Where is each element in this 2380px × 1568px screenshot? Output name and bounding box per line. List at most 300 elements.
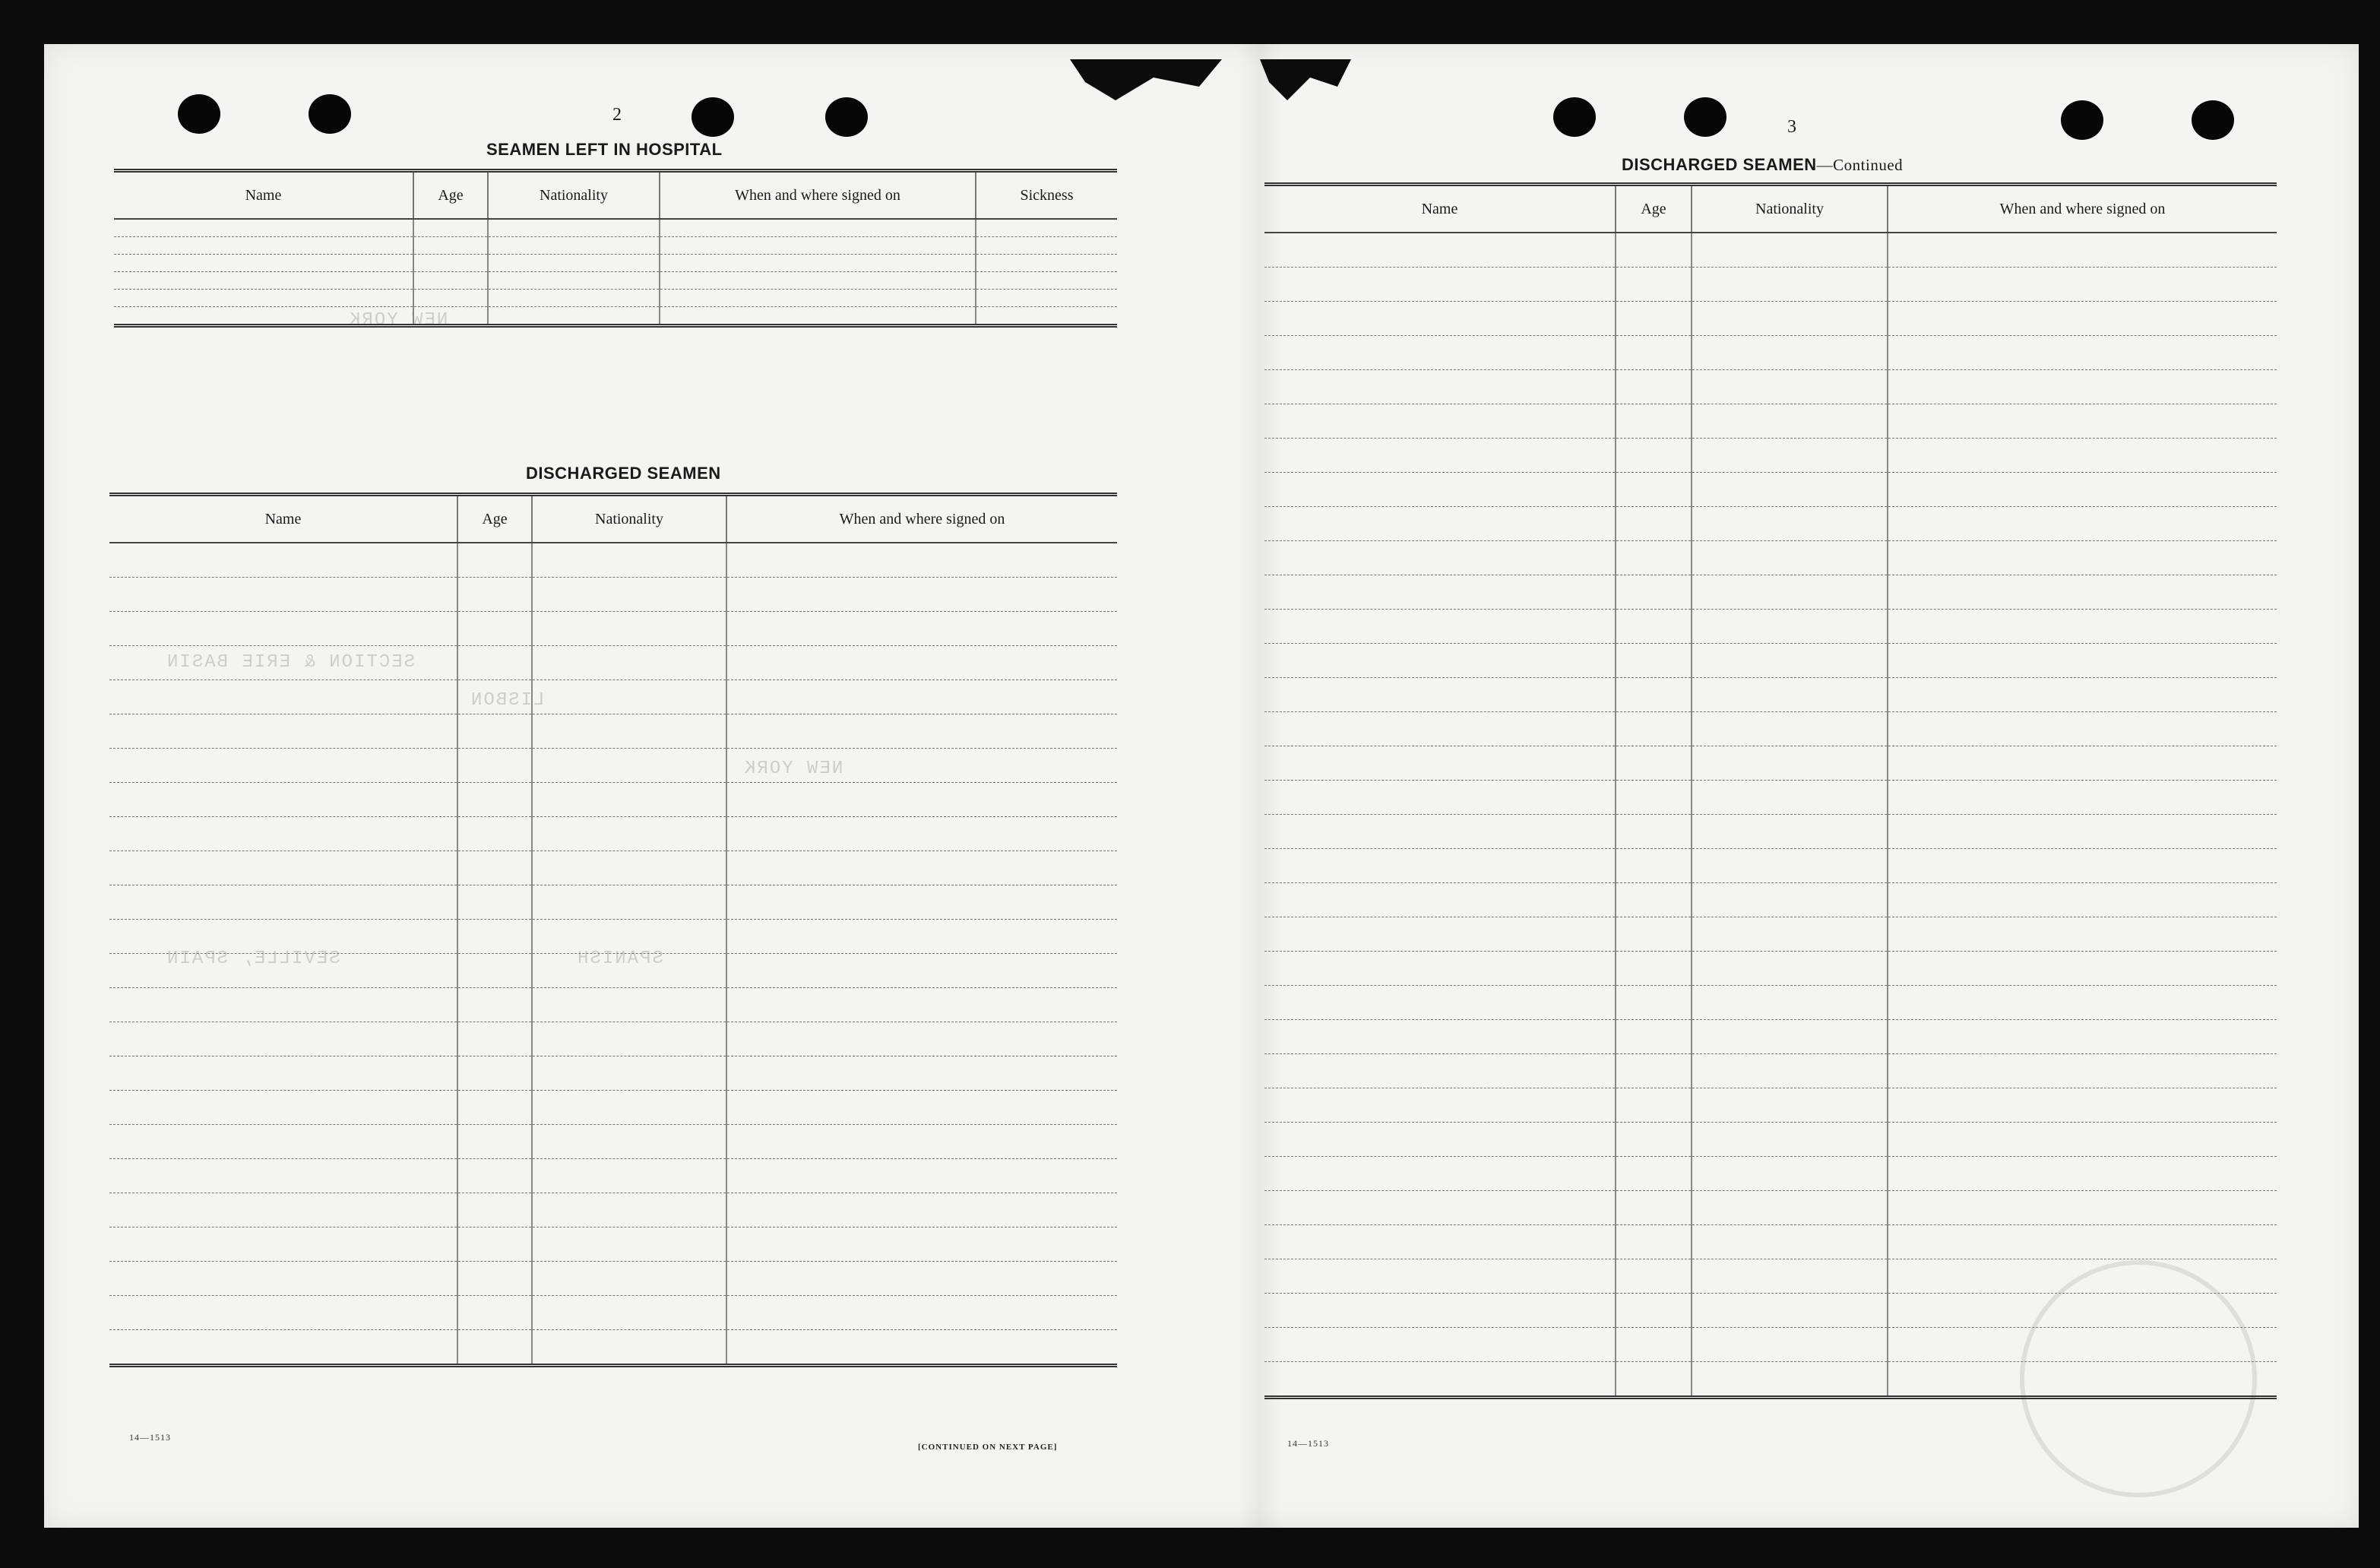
table-cell xyxy=(457,1262,532,1296)
table-cell xyxy=(726,954,1117,988)
table-cell xyxy=(1616,439,1692,473)
table-row xyxy=(109,954,1117,988)
col-header-age: Age xyxy=(1616,185,1692,233)
table-cell xyxy=(109,920,457,954)
table-cell xyxy=(1264,575,1616,610)
table-cell xyxy=(1264,370,1616,404)
table-cell xyxy=(488,255,660,272)
table-cell xyxy=(114,219,413,237)
table-row xyxy=(1264,1259,2277,1294)
table-cell xyxy=(457,954,532,988)
table-cell xyxy=(109,851,457,885)
table-cell xyxy=(1888,370,2277,404)
table-cell xyxy=(532,885,726,920)
table-row xyxy=(109,851,1117,885)
table-cell xyxy=(457,1091,532,1125)
paper-tear xyxy=(1070,59,1222,105)
table-cell xyxy=(726,1262,1117,1296)
table-row xyxy=(1264,746,2277,781)
table-row xyxy=(1264,644,2277,678)
table-cell xyxy=(109,646,457,680)
table-cell xyxy=(1692,1157,1888,1191)
table-cell xyxy=(1616,1123,1692,1157)
table-cell xyxy=(1888,1088,2277,1123)
table-cell xyxy=(726,817,1117,851)
page-number-left: 2 xyxy=(612,105,622,125)
table-cell xyxy=(532,1056,726,1091)
table-cell xyxy=(1616,1157,1692,1191)
table-cell xyxy=(726,578,1117,612)
table-row xyxy=(109,1330,1117,1366)
table-cell xyxy=(1888,883,2277,917)
table-cell xyxy=(109,988,457,1022)
table-cell xyxy=(457,1193,532,1227)
punch-hole xyxy=(178,94,220,134)
table-cell xyxy=(1616,917,1692,952)
table-cell xyxy=(1616,1088,1692,1123)
table-row xyxy=(1264,1054,2277,1088)
table-row xyxy=(1264,1157,2277,1191)
table-row xyxy=(109,1193,1117,1227)
table-cell xyxy=(413,307,488,326)
punch-hole xyxy=(825,97,868,137)
table-cell xyxy=(1692,952,1888,986)
discharged-continued-table xyxy=(1264,182,2277,1399)
table-cell xyxy=(726,988,1117,1022)
table-cell xyxy=(1692,678,1888,712)
table-cell xyxy=(726,1091,1117,1125)
table-cell xyxy=(114,255,413,272)
table-cell xyxy=(1692,849,1888,883)
table-cell xyxy=(413,290,488,307)
table-row xyxy=(109,578,1117,612)
col-header-age: Age xyxy=(457,495,532,543)
table-cell xyxy=(109,612,457,646)
table-cell xyxy=(976,290,1117,307)
table-row xyxy=(1264,1294,2277,1328)
table-cell xyxy=(1264,781,1616,815)
table-row xyxy=(1264,268,2277,302)
table-cell xyxy=(1692,336,1888,370)
table-row xyxy=(109,817,1117,851)
table-row xyxy=(109,783,1117,817)
table-cell xyxy=(1888,336,2277,370)
table-cell xyxy=(1264,883,1616,917)
table-row xyxy=(109,1091,1117,1125)
col-header-signed-on: When and where signed on xyxy=(1888,185,2277,233)
table-cell xyxy=(1616,678,1692,712)
col-header-name: Name xyxy=(114,171,413,220)
table-cell xyxy=(1616,781,1692,815)
table-cell xyxy=(1692,917,1888,952)
table-cell xyxy=(457,1022,532,1056)
col-header-name: Name xyxy=(109,495,457,543)
form-number-right: 14—1513 xyxy=(1287,1438,1329,1449)
table-cell xyxy=(1888,1054,2277,1088)
table-cell xyxy=(114,290,413,307)
table-row xyxy=(1264,952,2277,986)
table-cell xyxy=(532,543,726,578)
table-cell xyxy=(1692,1020,1888,1054)
table-cell xyxy=(1888,986,2277,1020)
table-cell xyxy=(1264,1294,1616,1328)
table-cell xyxy=(532,1262,726,1296)
table-row xyxy=(114,237,1117,255)
table-cell xyxy=(1616,952,1692,986)
table-row xyxy=(1264,883,2277,917)
table-cell xyxy=(532,749,726,783)
table-cell xyxy=(532,612,726,646)
table-cell xyxy=(660,290,976,307)
table-row xyxy=(1264,610,2277,644)
table-cell xyxy=(1888,849,2277,883)
table-cell xyxy=(1692,746,1888,781)
table-cell xyxy=(1264,815,1616,849)
table-cell xyxy=(109,578,457,612)
table-cell xyxy=(532,920,726,954)
table-cell xyxy=(109,783,457,817)
table-row xyxy=(1264,986,2277,1020)
table-cell xyxy=(1692,781,1888,815)
table-cell xyxy=(1888,302,2277,336)
table-cell xyxy=(660,272,976,290)
table-cell xyxy=(1616,1020,1692,1054)
col-header-signed-on: When and where signed on xyxy=(660,171,976,220)
table-cell xyxy=(1616,1225,1692,1259)
table-cell xyxy=(976,219,1117,237)
table-cell xyxy=(532,1330,726,1366)
table-cell xyxy=(109,749,457,783)
col-header-nationality: Nationality xyxy=(1692,185,1888,233)
table-cell xyxy=(1692,1225,1888,1259)
table-row xyxy=(1264,712,2277,746)
table-cell xyxy=(1264,541,1616,575)
table-cell xyxy=(457,578,532,612)
table-cell xyxy=(457,885,532,920)
table-cell xyxy=(726,851,1117,885)
table-cell xyxy=(1888,1191,2277,1225)
table-cell xyxy=(1264,712,1616,746)
col-header-name: Name xyxy=(1264,185,1616,233)
table-cell xyxy=(1888,1259,2277,1294)
table-cell xyxy=(114,237,413,255)
table-cell xyxy=(726,920,1117,954)
table-cell xyxy=(1692,986,1888,1020)
table-cell xyxy=(109,1056,457,1091)
table-cell xyxy=(1692,712,1888,746)
table-cell xyxy=(976,237,1117,255)
table-cell xyxy=(1264,986,1616,1020)
table-cell xyxy=(488,237,660,255)
table-cell xyxy=(532,1159,726,1193)
table-cell xyxy=(457,749,532,783)
table-row xyxy=(1264,302,2277,336)
table-cell xyxy=(488,272,660,290)
table-cell xyxy=(1264,302,1616,336)
punch-hole xyxy=(2061,100,2103,140)
table-cell xyxy=(1888,1123,2277,1157)
table-cell xyxy=(726,714,1117,749)
table-cell xyxy=(109,885,457,920)
table-cell xyxy=(726,1022,1117,1056)
continued-note: [CONTINUED ON NEXT PAGE] xyxy=(918,1443,1058,1452)
table-cell xyxy=(1888,610,2277,644)
punch-hole xyxy=(692,97,734,137)
table-cell xyxy=(1888,1294,2277,1328)
table-cell xyxy=(1616,1362,1692,1398)
table-cell xyxy=(1888,781,2277,815)
table-cell xyxy=(532,578,726,612)
punch-hole xyxy=(309,94,351,134)
table-cell xyxy=(413,255,488,272)
table-cell xyxy=(532,851,726,885)
table-row xyxy=(1264,404,2277,439)
table-cell xyxy=(726,612,1117,646)
table-cell xyxy=(532,1296,726,1330)
table-cell xyxy=(726,1296,1117,1330)
table-cell xyxy=(1264,336,1616,370)
discharged-section-title: DISCHARGED SEAMEN xyxy=(526,464,721,483)
table-cell xyxy=(1888,541,2277,575)
table-cell xyxy=(1264,1054,1616,1088)
table-cell xyxy=(1692,575,1888,610)
table-cell xyxy=(457,988,532,1022)
col-header-nationality: Nationality xyxy=(488,171,660,220)
table-cell xyxy=(457,1125,532,1159)
table-cell xyxy=(413,219,488,237)
table-row xyxy=(109,612,1117,646)
table-cell xyxy=(109,1091,457,1125)
table-cell xyxy=(1616,541,1692,575)
table-cell xyxy=(1616,883,1692,917)
table-cell xyxy=(726,885,1117,920)
table-row xyxy=(1264,439,2277,473)
table-cell xyxy=(109,1262,457,1296)
table-cell xyxy=(532,783,726,817)
table-cell xyxy=(976,272,1117,290)
table-cell xyxy=(109,817,457,851)
table-cell xyxy=(726,783,1117,817)
table-cell xyxy=(1692,507,1888,541)
table-cell xyxy=(1888,268,2277,302)
page-number-right: 3 xyxy=(1787,117,1796,137)
table-cell xyxy=(1264,473,1616,507)
table-cell xyxy=(1692,610,1888,644)
table-cell xyxy=(109,714,457,749)
table-cell xyxy=(1692,473,1888,507)
table-cell xyxy=(457,680,532,714)
table-cell xyxy=(1616,370,1692,404)
table-cell xyxy=(1692,233,1888,268)
table-cell xyxy=(1888,439,2277,473)
table-cell xyxy=(1616,712,1692,746)
col-header-nationality: Nationality xyxy=(532,495,726,543)
table-row xyxy=(1264,1328,2277,1362)
table-row xyxy=(1264,1020,2277,1054)
table-cell xyxy=(1692,439,1888,473)
table-cell xyxy=(1264,644,1616,678)
table-cell xyxy=(532,680,726,714)
table-cell xyxy=(1888,1225,2277,1259)
table-row xyxy=(1264,1088,2277,1123)
table-cell xyxy=(1692,1294,1888,1328)
table-cell xyxy=(1888,746,2277,781)
table-cell xyxy=(457,714,532,749)
bleed-through-text: SEVILLE, SPAIN xyxy=(166,949,340,969)
table-cell xyxy=(1616,610,1692,644)
title-text: DISCHARGED SEAMEN xyxy=(1622,155,1817,174)
table-cell xyxy=(1888,815,2277,849)
table-row xyxy=(1264,917,2277,952)
table-cell xyxy=(1264,1362,1616,1398)
table-row xyxy=(1264,336,2277,370)
table-cell xyxy=(1616,302,1692,336)
table-cell xyxy=(1616,815,1692,849)
table-cell xyxy=(1692,404,1888,439)
table-row xyxy=(1264,815,2277,849)
table-cell xyxy=(1692,370,1888,404)
table-row xyxy=(114,219,1117,237)
table-cell xyxy=(660,219,976,237)
table-cell xyxy=(1888,917,2277,952)
table-cell xyxy=(1264,1020,1616,1054)
col-header-sickness: Sickness xyxy=(976,171,1117,220)
bleed-through-text: LISBON xyxy=(470,690,545,711)
table-cell xyxy=(532,1091,726,1125)
table-cell xyxy=(1692,1123,1888,1157)
table-cell xyxy=(1888,678,2277,712)
table-cell xyxy=(1264,746,1616,781)
table-row xyxy=(1264,849,2277,883)
table-cell xyxy=(109,1159,457,1193)
table-cell xyxy=(532,817,726,851)
table-cell xyxy=(109,1330,457,1366)
table-cell xyxy=(109,1022,457,1056)
title-suffix: —Continued xyxy=(1816,156,1904,174)
table-cell xyxy=(1616,1328,1692,1362)
table-row xyxy=(109,714,1117,749)
table-row xyxy=(114,307,1117,326)
table-row xyxy=(114,272,1117,290)
table-cell xyxy=(109,543,457,578)
table-cell xyxy=(1692,815,1888,849)
table-cell xyxy=(1616,268,1692,302)
bleed-through-text: NEW YORK xyxy=(743,759,843,779)
col-header-signed-on: When and where signed on xyxy=(726,495,1117,543)
table-cell xyxy=(532,646,726,680)
table-cell xyxy=(532,954,726,988)
table-cell xyxy=(1888,473,2277,507)
table-cell xyxy=(114,307,413,326)
table-cell xyxy=(1264,507,1616,541)
table-cell xyxy=(1616,1054,1692,1088)
table-cell xyxy=(1692,644,1888,678)
table-cell xyxy=(109,954,457,988)
table-cell xyxy=(1264,917,1616,952)
table-cell xyxy=(532,714,726,749)
table-cell xyxy=(1264,268,1616,302)
table-cell xyxy=(457,817,532,851)
table-cell xyxy=(726,646,1117,680)
table-row xyxy=(109,885,1117,920)
table-cell xyxy=(1616,1294,1692,1328)
table-cell xyxy=(1616,473,1692,507)
table-row xyxy=(1264,781,2277,815)
form-number-left: 14—1513 xyxy=(129,1432,171,1443)
table-cell xyxy=(1616,404,1692,439)
table-row xyxy=(109,920,1117,954)
table-row xyxy=(109,1022,1117,1056)
table-cell xyxy=(1616,644,1692,678)
table-row xyxy=(1264,1191,2277,1225)
table-cell xyxy=(532,1227,726,1262)
table-cell xyxy=(1616,1191,1692,1225)
table-cell xyxy=(1692,1054,1888,1088)
table-cell xyxy=(457,646,532,680)
col-header-age: Age xyxy=(413,171,488,220)
table-cell xyxy=(1264,233,1616,268)
table-cell xyxy=(726,1159,1117,1193)
table-cell xyxy=(457,783,532,817)
table-cell xyxy=(1264,1259,1616,1294)
hospital-table xyxy=(114,169,1117,328)
table-cell xyxy=(457,1330,532,1366)
table-cell xyxy=(976,307,1117,326)
table-cell xyxy=(457,1227,532,1262)
table-cell xyxy=(660,255,976,272)
table-cell xyxy=(1616,1259,1692,1294)
table-cell xyxy=(1888,1020,2277,1054)
table-cell xyxy=(1616,849,1692,883)
table-row xyxy=(1264,233,2277,268)
punch-hole xyxy=(2192,100,2234,140)
table-cell xyxy=(1264,1191,1616,1225)
punch-hole xyxy=(1684,97,1726,137)
table-row xyxy=(109,988,1117,1022)
table-cell xyxy=(1888,1362,2277,1398)
table-cell xyxy=(1616,233,1692,268)
hospital-section-title: SEAMEN LEFT IN HOSPITAL xyxy=(486,140,723,159)
table-cell xyxy=(457,543,532,578)
table-cell xyxy=(1692,268,1888,302)
table-cell xyxy=(109,1193,457,1227)
table-cell xyxy=(1692,1191,1888,1225)
table-row xyxy=(109,1159,1117,1193)
table-cell xyxy=(457,612,532,646)
table-row xyxy=(109,749,1117,783)
table-cell xyxy=(660,307,976,326)
table-cell xyxy=(488,307,660,326)
table-cell xyxy=(1264,1123,1616,1157)
table-cell xyxy=(1888,644,2277,678)
table-cell xyxy=(1264,610,1616,644)
table-cell xyxy=(413,272,488,290)
table-cell xyxy=(1692,541,1888,575)
table-cell xyxy=(726,543,1117,578)
table-row xyxy=(109,1262,1117,1296)
bleed-through-text: NEW YORK xyxy=(348,310,448,331)
table-row xyxy=(1264,1362,2277,1398)
table-row xyxy=(1264,1225,2277,1259)
table-cell xyxy=(1264,1225,1616,1259)
table-cell xyxy=(1264,678,1616,712)
table-row xyxy=(109,543,1117,578)
table-cell xyxy=(109,680,457,714)
table-cell xyxy=(488,219,660,237)
table-cell xyxy=(1888,575,2277,610)
table-row xyxy=(114,255,1117,272)
table-row xyxy=(109,1056,1117,1091)
